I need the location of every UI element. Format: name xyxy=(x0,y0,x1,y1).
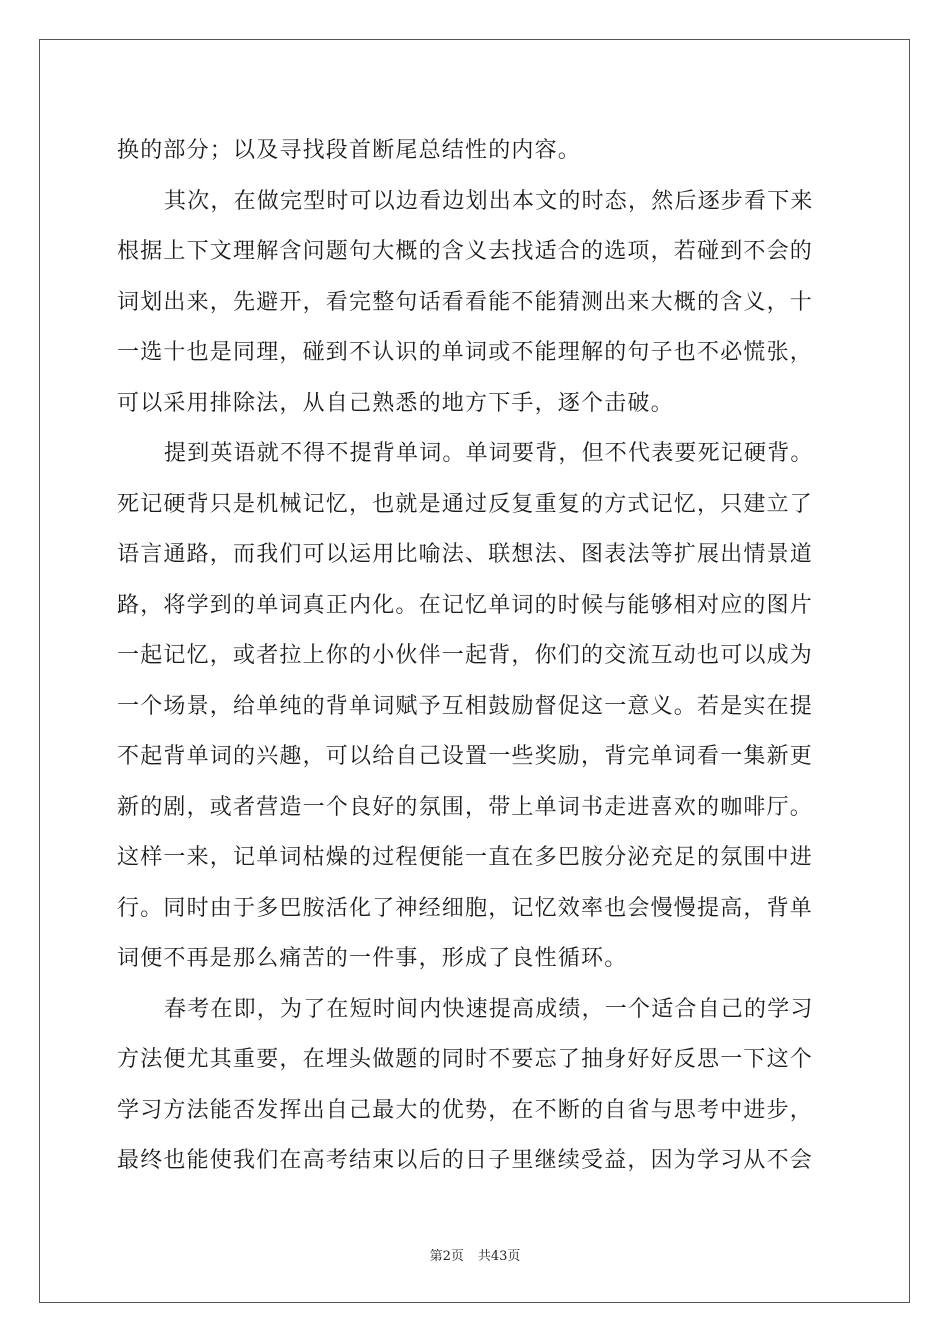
text-line: 不起背单词的兴趣，可以给自己设置一些奖励，背完单词看一集新更 xyxy=(117,744,814,769)
text-line: 死记硬背只是机械记忆，也就是通过反复重复的方式记忆，只建立了 xyxy=(117,491,814,517)
text-line: 这样一来，记单词枯燥的过程便能一直在多巴胺分泌充足的氛围中进 xyxy=(117,845,814,870)
text-line: 其次，在做完型时可以边看边划出本文的时态，然后逐步看下来 xyxy=(164,188,814,214)
text-line: 学习方法能否发挥出自己最大的优势，在不断的自省与思考中进步， xyxy=(117,1097,814,1123)
text-line: 语言通路，而我们可以运用比喻法、联想法、图表法等扩展出情景道 xyxy=(117,542,814,567)
page-number: 第2页 xyxy=(429,1249,464,1264)
text-line: 词便不再是那么痛苦的一件事，形成了良性循环。 xyxy=(117,946,628,971)
text-line: 最终也能使我们在高考结束以后的日子里继续受益，因为学习从不会 xyxy=(117,1148,814,1173)
text-line: 提到英语就不得不提背单词。单词要背，但不代表要死记硬背。 xyxy=(164,441,814,466)
text-line: 方法便尤其重要，在埋头做题的同时不要忘了抽身好好反思一下这个 xyxy=(117,1047,814,1072)
document-body xyxy=(117,126,833,1187)
text-line: 一个场景，给单纯的背单词赋予互相鼓励督促这一意义。若是实在提 xyxy=(117,693,814,719)
text-line: 换的部分；以及寻找段首断尾总结性的内容。 xyxy=(117,138,582,163)
text-line: 词划出来，先避开，看完整句话看看能不能猜测出来大概的含义，十 xyxy=(117,289,814,315)
text-line: 路，将学到的单词真正内化。在记忆单词的时候与能够相对应的图片 xyxy=(117,592,814,618)
text-line: 一选十也是同理，碰到不认识的单词或不能理解的句子也不必慌张， xyxy=(117,340,814,365)
text-line: 春考在即，为了在短时间内快速提高成绩，一个适合自己的学习 xyxy=(164,996,814,1022)
text-line: 根据上下文理解含问题句大概的含义去找适合的选项，若碰到不会的 xyxy=(117,239,814,264)
page-total: 共43页 xyxy=(477,1249,521,1264)
text-line: 一起记忆，或者拉上你的小伙伴一起背，你们的交流互动也可以成为 xyxy=(117,643,814,668)
text-line: 可以采用排除法，从自己熟悉的地方下手，逐个击破。 xyxy=(117,390,674,416)
text-line: 行。同时由于多巴胺活化了神经细胞，记忆效率也会慢慢提高，背单 xyxy=(117,895,814,921)
text-line: 新的剧，或者营造一个良好的氛围，带上单词书走进喜欢的咖啡厅。 xyxy=(117,794,814,820)
page-footer xyxy=(0,1245,950,1264)
